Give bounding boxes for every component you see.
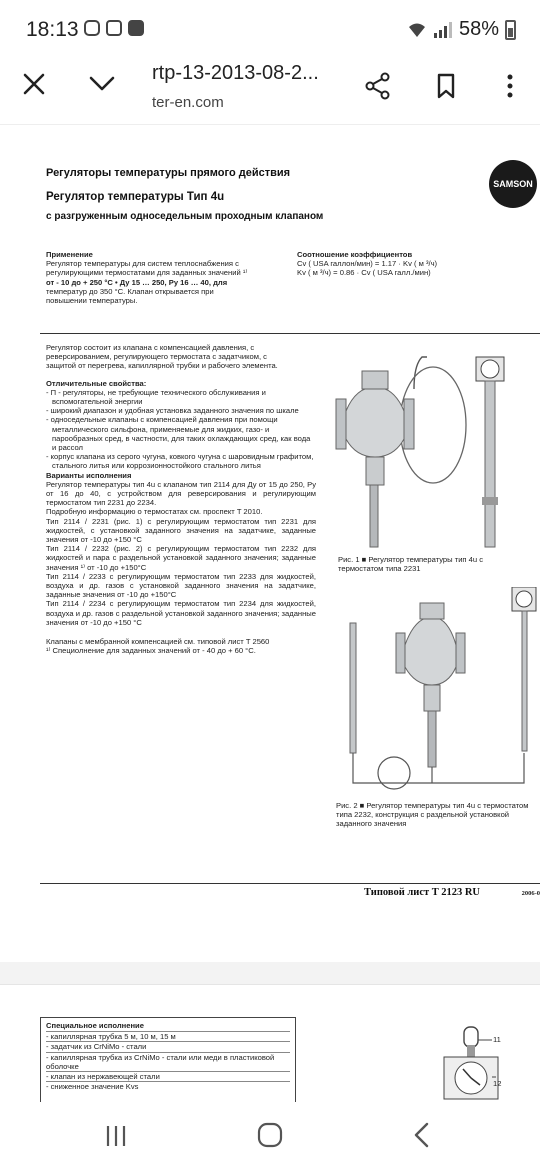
intro-line: реверсированием, регулирующего термостата с задатчиком, с	[46, 352, 267, 362]
collapse-button[interactable]	[82, 64, 122, 104]
special-item: - сниженное значение Kvs	[46, 1081, 290, 1091]
gallery-icon	[106, 20, 122, 36]
note-line: ¹⁾ Специолнение для заданных значений от - 40 до + 60 °C.	[46, 646, 256, 656]
special-item: - капиллярная трубка из CrNiMo - стали или меди в пластиковой оболочке	[46, 1052, 290, 1071]
page-title[interactable]: rtp-13-2013-08-2...	[152, 62, 319, 84]
section-divider	[40, 333, 540, 334]
navigation-bar	[0, 1102, 540, 1170]
special-item: - капиллярная трубка 5 м, 10 м, 15 м	[46, 1031, 290, 1041]
samson-logo: SAMSON	[489, 160, 537, 208]
figure-1-drawing	[322, 347, 522, 549]
chevron-down-icon	[89, 76, 115, 92]
special-section	[46, 1021, 290, 1091]
system-status	[407, 18, 516, 41]
variant-item: Подробную информацию о термостатах см. проспект T 2010.	[46, 507, 263, 517]
figure-2-drawing	[340, 587, 540, 797]
intro-line: Регулятор состоит из клапана с компенсацией давления, с	[46, 343, 255, 352]
bookmark-icon	[436, 73, 456, 99]
variant-item: Тип 2114 / 2232 (рис. 2) с регулирующим термостатом тип 2232 для жидкостей и пара с раздельной установкой заданного значения; заданные значения ¹⁾ от -10 до +150°C	[46, 544, 316, 572]
application-line: Регулятор температуры для систем теплоснабжения с	[46, 259, 239, 269]
recent-apps-button[interactable]	[104, 1124, 128, 1153]
page-gap	[0, 962, 540, 984]
document-page-2	[0, 984, 540, 1103]
wifi-icon	[407, 21, 427, 39]
more-vert-icon	[507, 74, 513, 98]
special-heading: Специальное исполнение	[46, 1021, 144, 1030]
feature-item: - односедельные клапаны с компенсацией давления при помощи металлического сильфона, применяемые для жидких, газо- и парообразных сред, в частности, для таких охлаждающих сред, как вода и рассол	[46, 415, 311, 453]
application-line: повышении температуры.	[46, 296, 138, 306]
special-item: - задатчик из CrNiMo - стали	[46, 1041, 290, 1051]
battery-icon	[505, 20, 516, 40]
figure-1-caption: Рис. 1 ■ Регулятор температуры тип 4u с термостатом типа 2231	[338, 555, 484, 574]
close-button[interactable]	[14, 64, 54, 104]
home-icon	[257, 1122, 283, 1148]
application-line: регулирующими термостатами для заданных значений ¹⁾	[46, 268, 248, 278]
page-host: ter-en.com	[152, 94, 224, 111]
footer-date: 2006-0	[521, 890, 540, 897]
battery-percent: 58%	[458, 18, 499, 40]
figure-2-caption: Рис. 2 ■ Регулятор температуры тип 4u с термостатом типа 2232, конструкция с раздельной установкой заданного значения	[336, 801, 529, 829]
home-button[interactable]	[257, 1122, 283, 1153]
variant-item: Тип 2114 / 2233 с регулирующим термостатом тип 2233 для жидкостей, воздуха и др. газов с установкой заданного значения на задатчике, заданные значения от -10 до +150°C	[46, 571, 316, 600]
bookmark-button[interactable]	[426, 66, 466, 106]
document-page	[0, 124, 540, 963]
doc-subtitle: Регулятор температуры Тип 4u	[46, 191, 225, 203]
share-icon	[365, 72, 391, 100]
ratio-line: Cv ( USA галлон/мин) = 1.17 · Kv ( м ³/ч)	[297, 259, 438, 269]
application-section	[46, 250, 286, 305]
notification-icons	[84, 20, 144, 36]
ratio-section	[297, 250, 527, 278]
intro-line: защитой от перегрева, капиллярной трубки и рабочего элемента.	[46, 361, 278, 371]
feature-item: - широкий диапазон и удобная установка заданного значения по шкале	[46, 406, 299, 416]
variant-item: Тип 2114 / 2231 (рис. 1) с регулирующим термостатом тип 2231 для жидкостей, с установкой заданного значения на задатчике, заданные значения от -10 до +150 °C	[46, 516, 316, 545]
doc-title: Регуляторы температуры прямого действия	[46, 167, 291, 179]
status-time: 18:13	[26, 18, 79, 41]
check-icon	[128, 20, 144, 36]
main-text-column	[46, 343, 316, 656]
ratio-heading: Соотношение коэффициентов	[297, 250, 413, 259]
feature-item: - П - регуляторы, не требующие технического обслуживания и вспомогательной энергии	[46, 387, 266, 407]
signal-icon	[433, 21, 453, 39]
recent-apps-icon	[104, 1124, 128, 1148]
variants-heading: Варианты исполнения	[46, 470, 132, 480]
close-icon	[23, 73, 45, 95]
feature-item: - корпус клапана из серого чугуна, ковкого чугуна с шаровидным графитом, стального литья или коррозионностойкого стального литья	[46, 452, 314, 471]
more-options-button[interactable]	[490, 66, 530, 106]
note-line: Клапаны с мембранной компенсацией см. типовой лист T 2560	[46, 637, 270, 647]
variant-item: Тип 2114 / 2234 с регулирующим термостатом тип 2234 для жидкостей, воздуха и др. газов с раздельной установкой заданного значения; заданные значения от -10 до +150 °C	[46, 599, 316, 627]
back-icon	[412, 1122, 430, 1148]
variant-item: Регулятор температуры тип 4u с клапаном тип 2114 для Ду от 15 до 250, Ру от 16 до 40, с устройством для реверсирования и регулирующим термостатом тип 2231 до 2234.	[46, 479, 316, 508]
instagram-icon	[84, 20, 100, 36]
back-button[interactable]	[412, 1122, 430, 1153]
application-heading: Применение	[46, 250, 93, 259]
features-heading: Отличительные свойства:	[46, 378, 147, 388]
footer-divider	[40, 883, 540, 884]
features-list	[46, 388, 316, 471]
callout-12: 12	[493, 1079, 502, 1088]
application-line: от - 10 до + 250 °C • Ду 15 … 250, Ру 16 … 40, для	[46, 277, 228, 287]
footer-sheet-label: Типовой лист T 2123 RU	[364, 887, 480, 898]
application-line: температур до 350 °C. Клапан открывается при	[46, 286, 214, 296]
doc-subtitle-2: с разгруженным односедельным проходным клапаном	[46, 211, 324, 222]
callout-11: 11	[493, 1035, 501, 1044]
share-button[interactable]	[358, 66, 398, 106]
special-item: - клапан из нержавеющей стали	[46, 1071, 290, 1081]
ratio-line: Kv ( м ³/ч) = 0.86 · Cv ( USA галл./мин)	[297, 268, 431, 278]
